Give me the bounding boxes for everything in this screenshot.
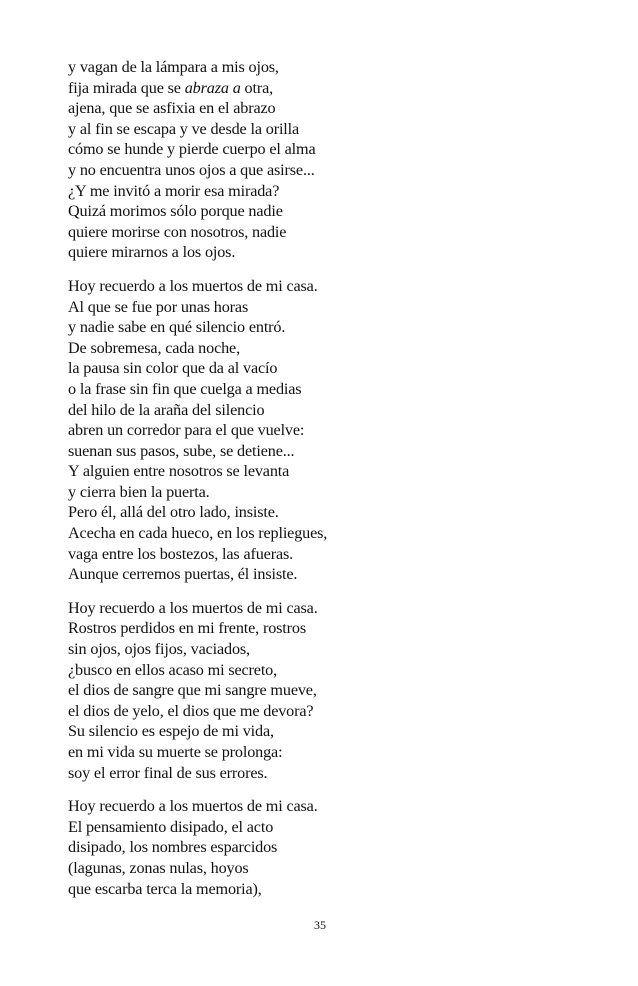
line-text: Pero él, allá del otro lado, insiste. [68,503,279,522]
poem-line [68,858,608,879]
poem-line [68,837,608,858]
line-text: disipado, los nombres esparcidos [68,838,278,857]
poem-line [68,796,608,817]
line-text: vaga entre los bostezos, las afueras. [68,544,294,563]
line-text: Rostros perdidos en mi frente, rostros [68,619,306,638]
line-text: quiere mirarnos a los ojos. [68,243,236,262]
poem-line [68,721,608,742]
line-text: sin ojos, ojos fijos, vaciados, [68,640,250,659]
line-text: el dios de yelo, el dios que me devora? [68,701,314,720]
page-number: 35 [314,918,326,932]
line-text: De sobremesa, cada noche, [68,338,240,357]
poem-line [68,742,608,763]
poem-line [68,680,608,701]
poem-line [68,544,608,565]
poem-line [68,78,608,99]
poem-line [68,98,608,119]
poem-line [68,181,608,202]
line-text: Acecha en cada hueco, en los repliegues, [68,524,328,543]
line-text: y cierra bien la puerta. [68,482,210,501]
line-text: y al fin se escapa y ve desde la orilla [68,119,300,138]
poem-line [68,242,608,263]
stanza [68,796,608,899]
line-text: otra, [240,78,274,97]
poem-line [68,598,608,619]
line-text: y no encuentra unos ojos a que asirse... [68,160,315,179]
line-text: ajena, que se asfixia en el abrazo [68,99,276,118]
poem-line [68,763,608,784]
line-text: o la frase sin fin que cuelga a medias [68,379,302,398]
poem-line [68,119,608,140]
poem-line [68,338,608,359]
poem-line [68,139,608,160]
poem-line [68,420,608,441]
line-text: El pensamiento disipado, el acto [68,817,274,836]
poem-line [68,160,608,181]
line-text: Quizá morimos sólo porque nadie [68,202,283,221]
line-text: cómo se hunde y pierde cuerpo el alma [68,140,316,159]
line-text: el dios de sangre que mi sangre mueve, [68,681,317,700]
poem-line [68,400,608,421]
poem-line [68,57,608,78]
line-text: Hoy recuerdo a los muertos de mi casa. [68,797,318,816]
poem-line [68,276,608,297]
poem-body [68,57,608,912]
poem-line [68,441,608,462]
poem-line [68,660,608,681]
poem-line [68,358,608,379]
italic-text: abraza a [184,78,241,97]
stanza [68,276,608,585]
poem-line [68,461,608,482]
line-text: fija mirada que se [68,78,185,97]
line-text: Y alguien entre nosotros se levanta [68,462,290,481]
poem-line [68,297,608,318]
poem-line [68,502,608,523]
poem-line [68,817,608,838]
stanza [68,598,608,783]
line-text: Hoy recuerdo a los muertos de mi casa. [68,598,318,617]
stanza [68,57,608,263]
line-text: del hilo de la araña del silencio [68,400,265,419]
poem-line [68,222,608,243]
line-text: Hoy recuerdo a los muertos de mi casa. [68,276,318,295]
line-text: y nadie sabe en qué silencio entró. [68,318,286,337]
poem-line [68,317,608,338]
line-text: ¿busco en ellos acaso mi secreto, [68,660,278,679]
line-text: suenan sus pasos, sube, se detiene... [68,441,295,460]
line-text: ¿Y me invitó a morir esa mirada? [68,181,280,200]
line-text: soy el error final de sus errores. [68,763,268,782]
line-text: la pausa sin color que da al vacío [68,359,278,378]
line-text: (lagunas, zonas nulas, hoyos [68,858,249,877]
line-text: Al que se fue por unas horas [68,297,249,316]
line-text: abren un corredor para el que vuelve: [68,421,305,440]
poem-line [68,564,608,585]
poem-line [68,618,608,639]
line-text: Aunque cerremos puertas, él insiste. [68,565,298,584]
line-text: que escarba terca la memoria), [68,879,262,898]
line-text: quiere morirse con nosotros, nadie [68,222,287,241]
poem-line [68,879,608,900]
poem-line [68,639,608,660]
poem-line [68,379,608,400]
poem-line [68,482,608,503]
line-text: en mi vida su muerte se prolonga: [68,743,283,761]
poem-line [68,523,608,544]
poem-line [68,201,608,222]
line-text: Su silencio es espejo de mi vida, [68,722,274,741]
line-text: y vagan de la lámpara a mis ojos, [68,58,279,76]
poem-line [68,701,608,722]
